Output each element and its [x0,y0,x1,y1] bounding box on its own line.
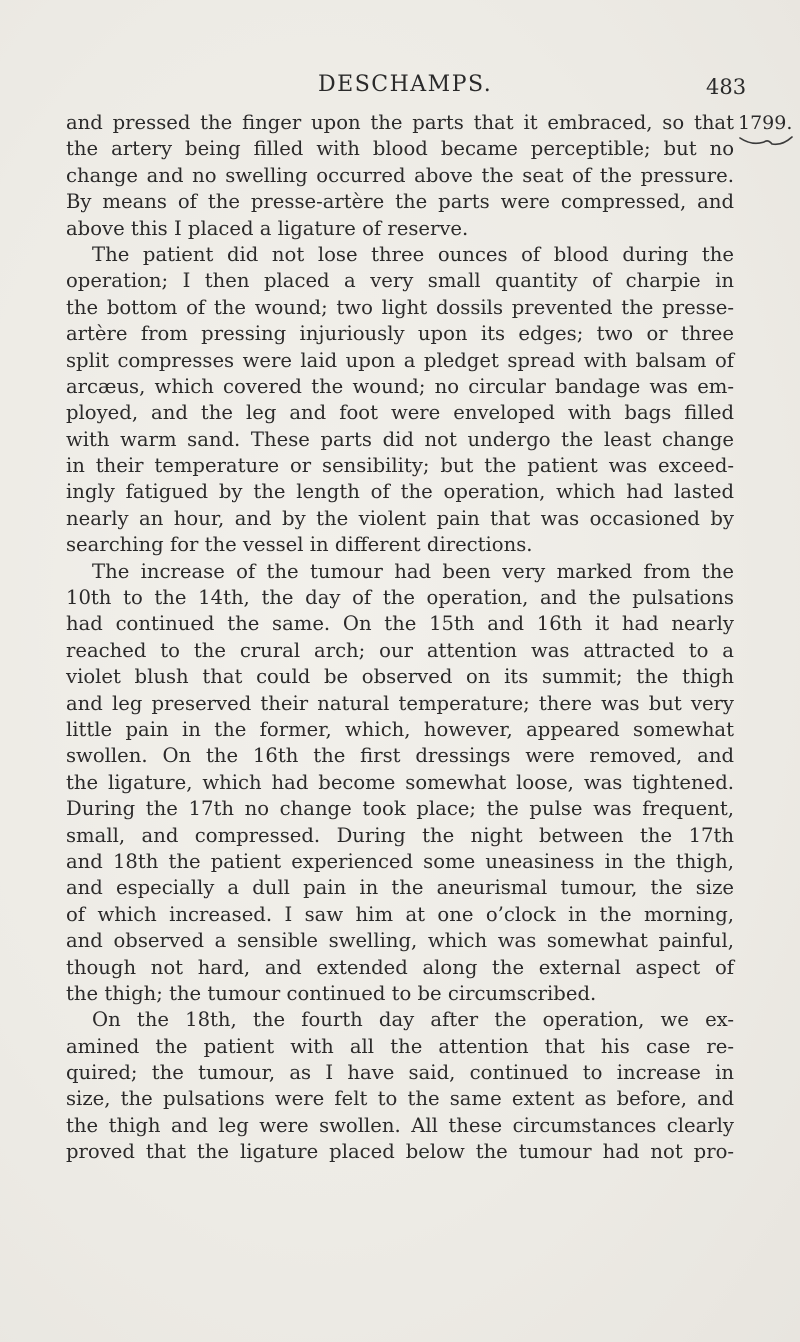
text-line: ingly fatigued by the length of the operation, which had lasted [66,480,734,504]
text-line: and 18th the patient experienced some uneasiness in the thigh, [66,849,734,873]
text-line: nearly an hour, and by the violent pain that was occasioned by [66,506,734,530]
text-line: in their temperature or sensibility; but the patient was exceed- [66,454,734,478]
text-line: violet blush that could be observed on its summit; the thigh [66,665,734,689]
margin-brace-mark [738,134,794,148]
text-line: artère from pressing injuriously upon its edges; two or three [66,322,734,346]
margin-date: 1799. [738,112,793,134]
body-text [66,110,734,1166]
text-line: searching for the vessel in different directions. [66,533,533,557]
text-line: little pain in the former, which, however, appeared somewhat [66,717,734,741]
text-line: size, the pulsations were felt to the same extent as before, and [66,1087,734,1111]
text-line: On the 18th, the fourth day after the operation, we ex- [92,1008,734,1032]
text-line: had continued the same. On the 15th and 16th it had nearly [66,612,734,636]
text-line: arcæus, which covered the wound; no circular bandage was em- [66,374,734,398]
text-line: reached to the crural arch; our attention was attracted to a [66,638,734,662]
text-line: ployed, and the leg and foot were enveloped with bags filled [66,401,734,425]
text-line: small, and compressed. During the night between the 17th [66,823,734,847]
text-line: proved that the ligature placed below the tumour had not pro- [66,1140,734,1164]
text-line: The increase of the tumour had been very marked from the [92,559,734,583]
text-line: 10th to the 14th, the day of the operation, and the pulsations [66,586,734,610]
text-line: amined the patient with all the attention that his case re- [66,1034,734,1058]
text-line: the artery being filled with blood became perceptible; but no [66,137,734,161]
text-line: swollen. On the 16th the first dressings were removed, and [66,744,734,768]
text-line: though not hard, and extended along the external aspect of [66,955,734,979]
text-line: split compresses were laid upon a pledget spread with balsam of [66,348,734,372]
text-line: By means of the presse-artère the parts were compressed, and [66,190,734,214]
text-line: During the 17th no change took place; the pulse was frequent, [66,797,734,821]
text-line: above this I placed a ligature of reserve. [66,216,469,240]
text-line: operation; I then placed a very small quantity of charpie in [66,269,734,293]
text-line: the bottom of the wound; two light dossils prevented the presse- [66,295,734,319]
text-line: The patient did not lose three ounces of blood during the [92,242,734,266]
text-line: and especially a dull pain in the aneurismal tumour, the size [66,876,734,900]
text-line: and pressed the finger upon the parts that it embraced, so that [66,111,734,134]
text-line: the ligature, which had become somewhat loose, was tightened. [66,770,734,794]
text-line: and observed a sensible swelling, which was somewhat painful, [66,929,734,953]
text-line: the thigh and leg were swollen. All these circumstances clearly [66,1113,734,1137]
text-line: and leg preserved their natural temperature; there was but very [66,691,734,715]
text-line: change and no swelling occurred above the seat of the pressure. [66,163,734,187]
text-line: quired; the tumour, as I have said, continued to increase in [66,1061,734,1085]
text-line: the thigh; the tumour continued to be circumscribed. [66,981,597,1005]
text-line: of which increased. I saw him at one o’clock in the morning, [66,902,734,926]
page-number: 483 [706,75,747,99]
text-line: with warm sand. These parts did not undergo the least change [66,427,734,451]
running-head: DESCHAMPS. [318,72,493,97]
